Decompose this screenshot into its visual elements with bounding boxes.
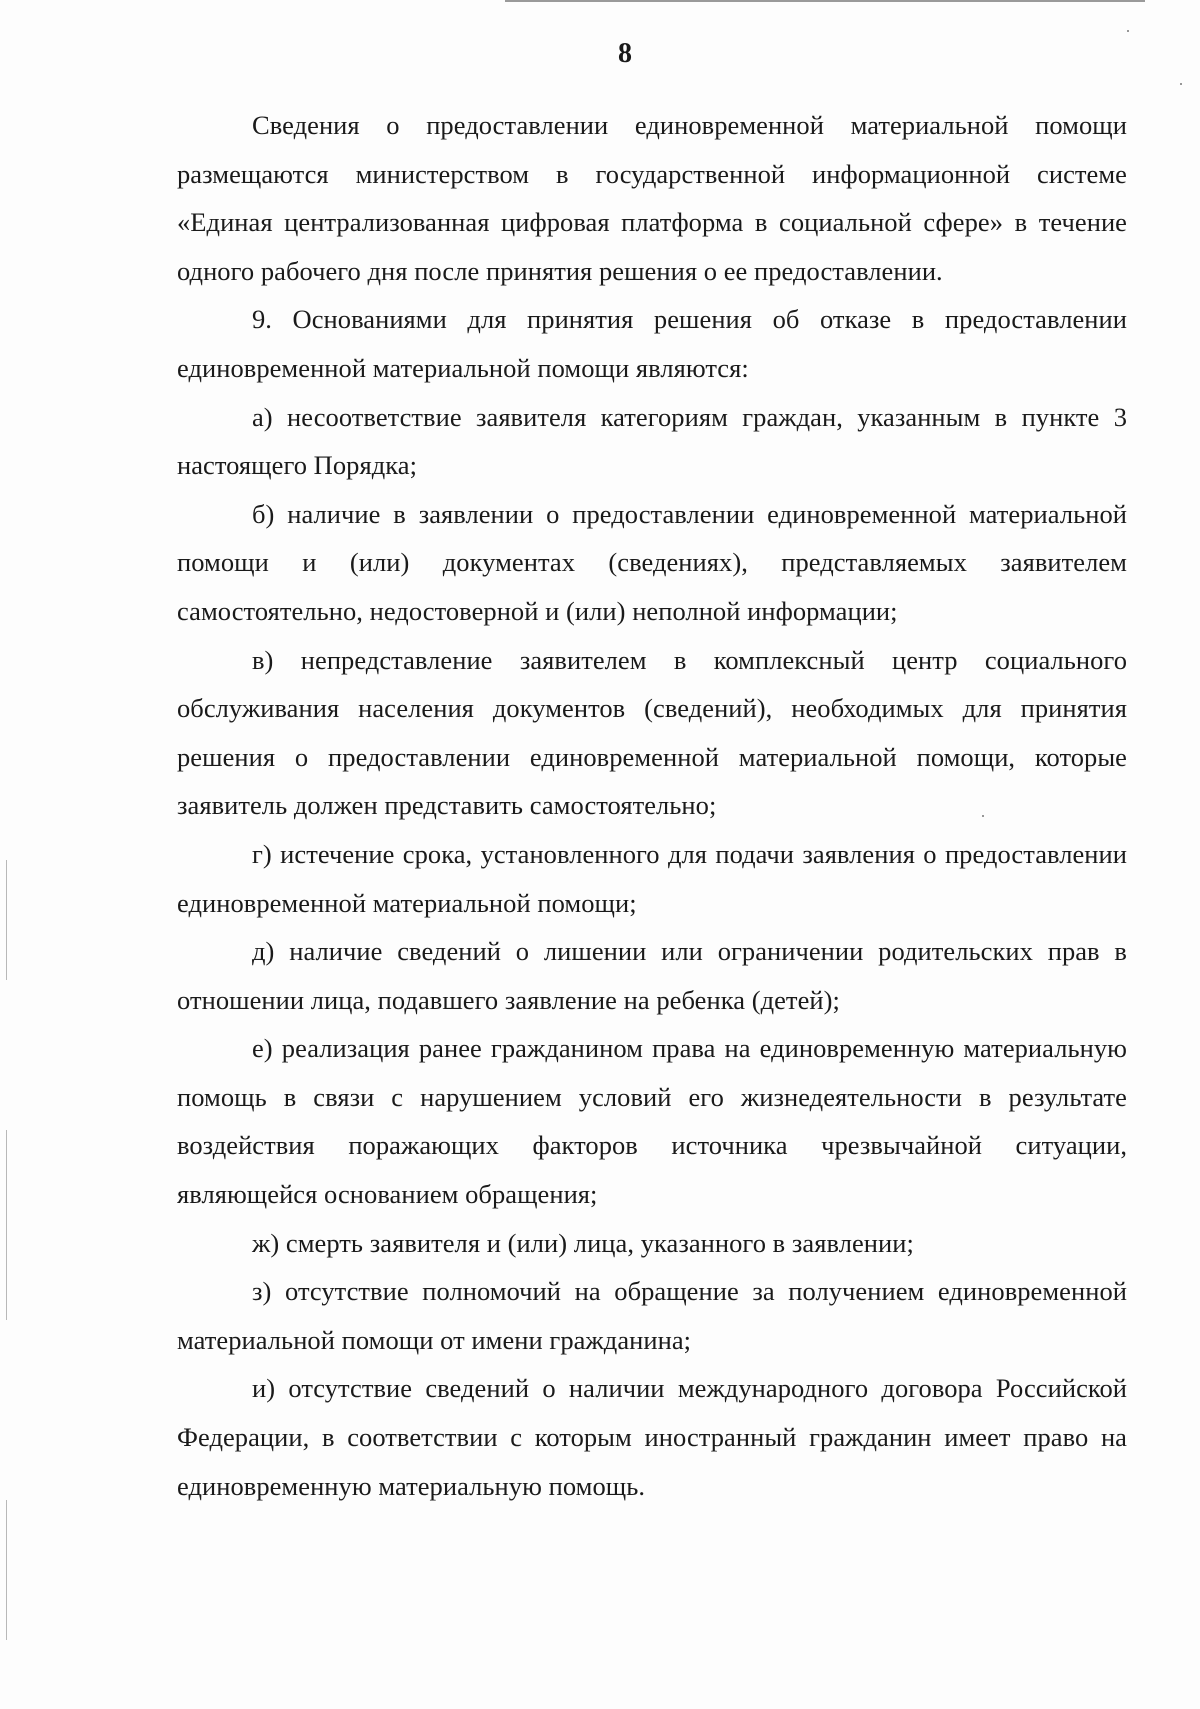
list-item-g: г) истечение срока, установленного для подачи заявления о предоставлении единовременной материальной помощи; (177, 838, 1127, 918)
list-item-i: и) отсутствие сведений о наличии международного договора Российской Федерации, в соответствии с которым иностранный гражданин имеет право на единовременную материальную помощь. (177, 1373, 1127, 1501)
scan-left-edge-mark (6, 1500, 7, 1640)
page-number: 8 (618, 38, 632, 69)
list-item-e: е) реализация ранее гражданином права на единовременную материальную помощь в связи с нарушением условий его жизнедеятельности в результате воздействия поражающих факторов источника чрезвычайной ситуации, являющейся основанием обращения; (177, 1033, 1127, 1210)
list-item-a: а) несоответствие заявителя категориям граждан, указанным в пункте 3 настоящего Порядка; (177, 401, 1127, 481)
list-item-zh: ж) смерть заявителя и (или) лица, указанного в заявлении; (252, 1227, 914, 1258)
list-item-z: з) отсутствие полномочий на обращение за получением единовременной материальной помощи от имени гражданина; (177, 1276, 1127, 1355)
scan-top-edge (505, 0, 1145, 2)
document-body (177, 101, 1127, 1510)
list-item-v: в) непредставление заявителем в комплексный центр социального обслуживания населения документов (сведений), необходимых для принятия решения о предоставлении единовременной материальной помощи, которые заявитель должен представить самостоятельно; (177, 644, 1127, 821)
scan-speck (1127, 30, 1129, 32)
paragraph-refusal-grounds-intro: 9. Основаниями для принятия решения об отказе в предоставлении единовременной материальной помощи являются: (177, 304, 1127, 383)
list-item-b: б) наличие в заявлении о предоставлении единовременной материальной помощи и (или) документах (сведениях), представляемых заявителем самостоятельно, недостоверной и (или) неполной информации; (177, 498, 1127, 626)
list-item-d: д) наличие сведений о лишении или ограничении родительских прав в отношении лица, подавшего заявление на ребенка (детей); (177, 936, 1127, 1015)
paragraph-publication-notice: Сведения о предоставлении единовременной материальной помощи размещаются министерством в государственной информационной системе «Единая централизованная цифровая платформа в социальной сфере» в течение одного рабочего дня после принятия решения о ее предоставлении. (177, 110, 1127, 286)
scan-left-edge-mark (6, 1130, 7, 1320)
scan-speck (1180, 83, 1182, 85)
scan-left-edge-mark (6, 860, 7, 980)
